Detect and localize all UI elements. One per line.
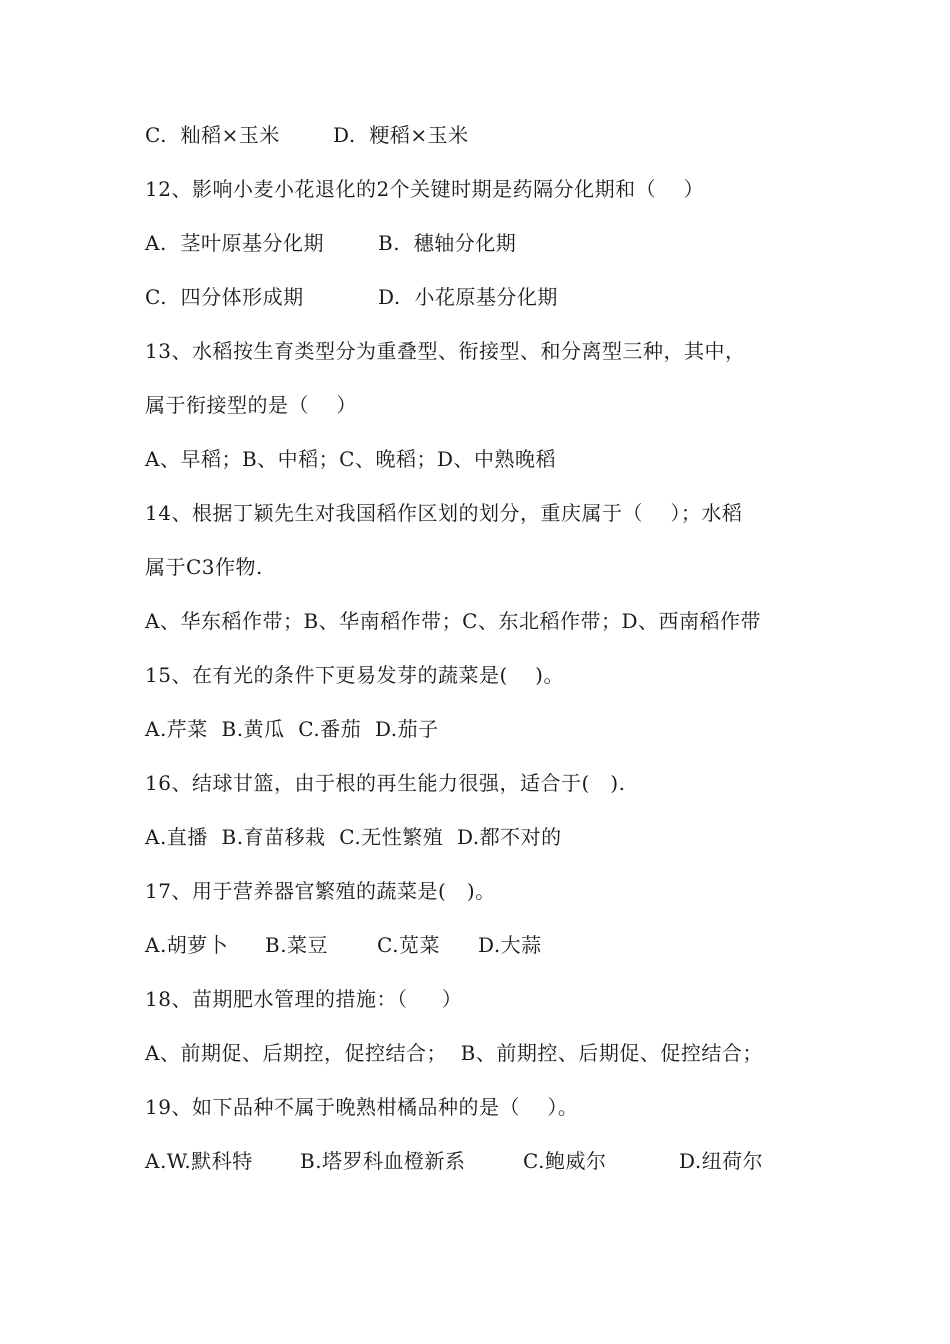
question-16: 16、结球甘篮，由于根的再生能力很强，适合于( ). [145, 771, 626, 795]
q12-options-cd [145, 282, 558, 312]
question-15: 15、在有光的条件下更易发芽的蔬菜是( )。 [145, 663, 564, 687]
option-a: A.胡萝卜 [145, 933, 229, 957]
question-18: 18、苗期肥水管理的措施：（ ） [145, 987, 463, 1011]
q14-options: A、华东稻作带；B、华南稻作带；C、东北稻作带；D、西南稻作带 [145, 609, 761, 633]
question-14-continued: 属于C3作物. [145, 555, 263, 579]
option-b: B.菜豆 [265, 933, 329, 957]
q11-options-cd [145, 120, 469, 150]
q18-options: A、前期促、后期控，促控结合； B、前期控、后期促、促控结合； [145, 1041, 763, 1065]
question-19: 19、如下品种不属于晚熟柑橘品种的是（ ）。 [145, 1095, 579, 1119]
option-a: A. 茎叶原基分化期 [145, 231, 325, 255]
q16-options: A.直播 B.育苗移栽 C.无性繁殖 D.都不对的 [145, 825, 562, 849]
option-b: B.塔罗科血橙新系 [300, 1149, 466, 1173]
option-c: C.鲍威尔 [523, 1149, 607, 1173]
question-13-continued: 属于衔接型的是（ ） [145, 393, 357, 417]
option-c: C.苋菜 [377, 933, 440, 957]
q15-options: A.芹菜 B.黄瓜 C.番茄 D.茄子 [145, 717, 439, 741]
q19-options [145, 1146, 764, 1176]
question-13: 13、水稻按生育类型分为重叠型、衔接型、和分离型三种，其中， [145, 339, 746, 363]
question-14: 14、根据丁颖先生对我国稻作区划的划分，重庆属于（ ）；水稻 [145, 501, 743, 525]
option-d: D.纽荷尔 [679, 1149, 764, 1173]
question-12: 12、影响小麦小花退化的2个关键时期是药隔分化期和（ ） [145, 177, 705, 201]
q12-options-ab [145, 228, 517, 258]
q17-options [145, 930, 542, 960]
option-a: A.W.默科特 [145, 1149, 253, 1173]
option-d: D.大蒜 [478, 933, 542, 957]
option-c: C. 籼稻×玉米 [145, 123, 280, 147]
option-d: D. 粳稻×玉米 [333, 123, 469, 147]
option-c: C. 四分体形成期 [145, 285, 304, 309]
q13-options: A、早稻；B、中稻；C、晚稻；D、中熟晚稻 [145, 447, 556, 471]
option-b: B. 穗轴分化期 [378, 231, 517, 255]
option-d: D. 小花原基分化期 [378, 285, 558, 309]
question-17: 17、用于营养器官繁殖的蔬菜是( )。 [145, 879, 496, 903]
